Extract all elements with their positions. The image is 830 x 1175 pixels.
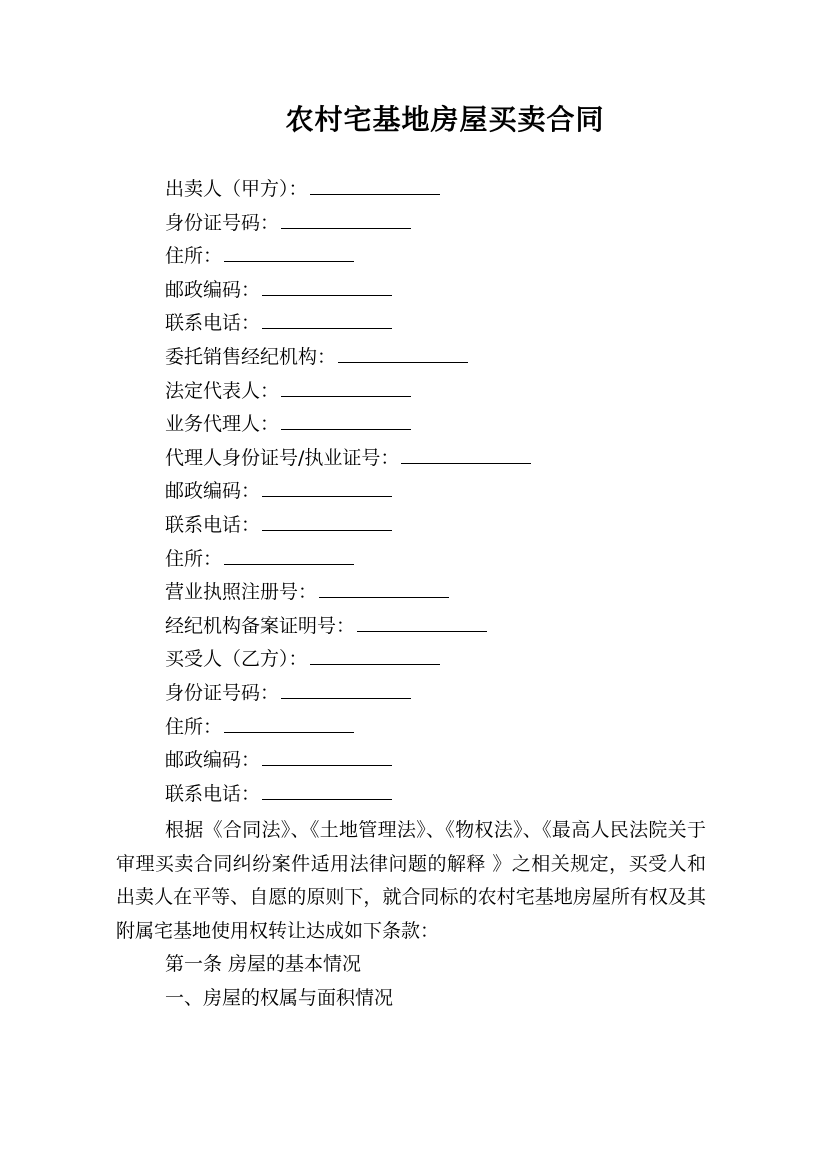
field-agency: 委托销售经纪机构： bbox=[165, 340, 531, 374]
field-buyer-postcode: 邮政编码： bbox=[165, 743, 531, 777]
preamble-paragraph: 根据《合同法》、《土地管理法》、《物权法》、《最高人民法院关于审理买卖合同纠纷案件适用法律问题的解释 》之相关规定，买受人和出卖人在平等、自愿的原则下，就合同标的农村宅基地房屋所有权及其附属宅基地使用权转让达成如下条款： bbox=[116, 819, 706, 942]
field-agent: 业务代理人： bbox=[165, 407, 531, 441]
blank-line bbox=[281, 206, 411, 229]
blank-line bbox=[281, 676, 411, 699]
field-seller: 出卖人（甲方）： bbox=[165, 172, 531, 206]
document-title: 农村宅基地房屋买卖合同 bbox=[285, 103, 605, 136]
blank-line bbox=[281, 407, 411, 430]
field-business-license: 营业执照注册号： bbox=[165, 575, 531, 609]
field-agency-address: 住所： bbox=[165, 542, 531, 576]
blank-line bbox=[262, 508, 392, 531]
blank-line bbox=[262, 743, 392, 766]
field-legal-rep: 法定代表人： bbox=[165, 374, 531, 408]
blank-line bbox=[262, 273, 392, 296]
blank-line bbox=[401, 441, 531, 464]
field-seller-postcode: 邮政编码： bbox=[165, 273, 531, 307]
blank-line bbox=[310, 642, 440, 665]
field-agency-phone: 联系电话： bbox=[165, 508, 531, 542]
blank-line bbox=[224, 239, 354, 262]
blank-line bbox=[319, 575, 449, 598]
blank-line bbox=[262, 777, 392, 800]
field-agent-id: 代理人身份证号/执业证号： bbox=[165, 441, 531, 475]
blank-line bbox=[224, 542, 354, 565]
field-buyer-address: 住所： bbox=[165, 710, 531, 744]
blank-line bbox=[310, 172, 440, 195]
blank-line bbox=[224, 710, 354, 733]
field-agency-record: 经纪机构备案证明号： bbox=[165, 609, 531, 643]
party-fields bbox=[165, 172, 531, 810]
field-seller-address: 住所： bbox=[165, 239, 531, 273]
blank-line bbox=[281, 374, 411, 397]
field-agency-postcode: 邮政编码： bbox=[165, 474, 531, 508]
blank-line bbox=[338, 340, 468, 363]
field-buyer-phone: 联系电话： bbox=[165, 777, 531, 811]
field-seller-phone: 联系电话： bbox=[165, 306, 531, 340]
article-heading: 第一条 房屋的基本情况 bbox=[165, 953, 362, 975]
field-buyer: 买受人（乙方）： bbox=[165, 642, 531, 676]
blank-line bbox=[357, 609, 487, 632]
blank-line bbox=[262, 306, 392, 329]
section-heading: 一、房屋的权属与面积情况 bbox=[165, 987, 394, 1009]
field-seller-id: 身份证号码： bbox=[165, 206, 531, 240]
blank-line bbox=[262, 474, 392, 497]
field-buyer-id: 身份证号码： bbox=[165, 676, 531, 710]
